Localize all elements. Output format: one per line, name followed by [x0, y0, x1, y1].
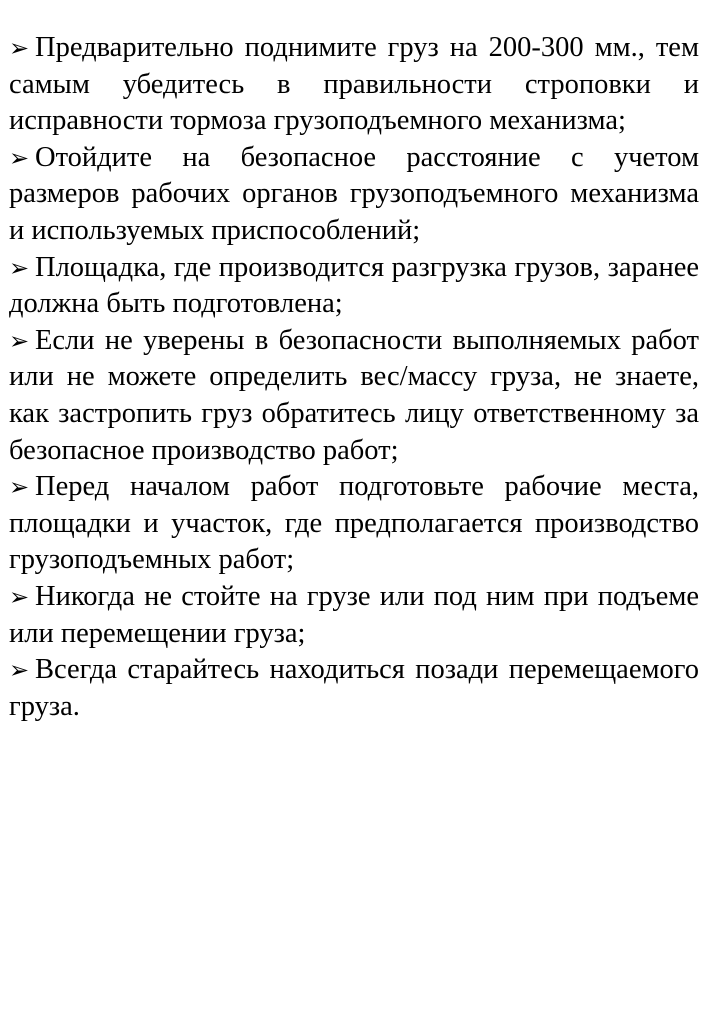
arrow-bullet-icon: ➢ — [9, 34, 30, 62]
list-item-text: Предварительно поднимите груз на 200-300 мм., тем самым убедитесь в правильности строповки и исправности тормоза грузоподъемного механизма; — [9, 32, 699, 137]
list-item-text: Никогда не стойте на грузе или под ним при подъеме или перемещении груза; — [9, 580, 699, 649]
arrow-bullet-icon: ➢ — [9, 143, 30, 172]
arrow-bullet-icon: ➢ — [9, 253, 30, 282]
list-item-text: Отойдите на безопасное расстояние с учетом размеров рабочих органов грузоподъемного механизма и используемых приспособлений; — [9, 141, 699, 246]
arrow-bullet-icon: ➢ — [9, 473, 30, 502]
list-item — [9, 579, 699, 652]
list-item — [9, 323, 699, 469]
list-item-text: Площадка, где производится разгрузка грузов, заранее должна быть подготовлена; — [9, 251, 699, 320]
arrow-bullet-icon: ➢ — [9, 656, 30, 685]
document-page — [9, 30, 699, 725]
arrow-bullet-icon: ➢ — [9, 582, 30, 611]
list-item — [9, 30, 699, 140]
list-item — [9, 652, 699, 725]
list-item — [9, 469, 699, 579]
arrow-bullet-icon: ➢ — [9, 326, 30, 355]
list-item-text: Перед началом работ подготовьте рабочие места, площадки и участок, где предполагается производство грузоподъемных работ; — [9, 471, 699, 576]
list-item — [9, 250, 699, 323]
list-item-text: Всегда старайтесь находиться позади перемещаемого груза. — [9, 654, 699, 722]
list-item-text: Если не уверены в безопасности выполняемых работ или не можете определить вес/массу груза, не знаете, как застропить груз обратитесь лицу ответственному за безопасное производство работ; — [9, 324, 699, 466]
list-item — [9, 140, 699, 250]
